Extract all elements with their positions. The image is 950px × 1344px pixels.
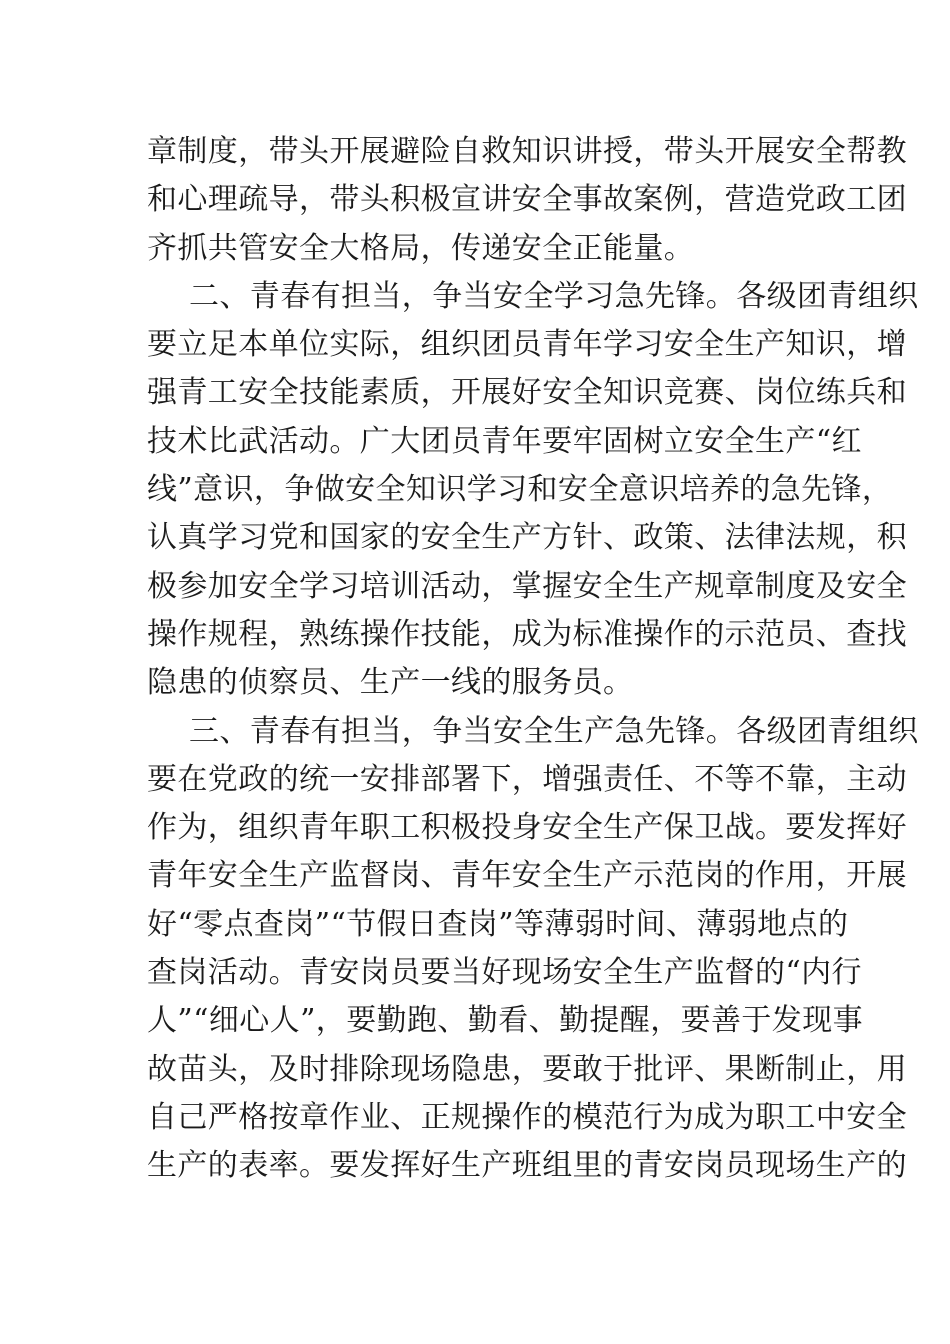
text-line: 要在党政的统一安排部署下，增强责任、不等不靠，主动 [147, 761, 907, 797]
document-body [147, 128, 919, 1191]
text-line: 作为，组织青年职工积极投身安全生产保卫战。要发挥好 [147, 810, 907, 846]
text-line: 技术比武活动。广大团员青年要牢固树立安全生产“红 [147, 423, 862, 459]
text-line: 章制度，带头开展避险自救知识讲授，带头开展安全帮教 [147, 134, 907, 169]
text-line: 隐患的侦察员、生产一线的服务员。 [147, 665, 634, 701]
text-line: 和心理疏导，带头积极宣讲安全事故案例，营造党政工团 [147, 182, 907, 218]
text-line: 齐抓共管安全大格局，传递安全正能量。 [147, 230, 695, 266]
text-line: 故苗头，及时排除现场隐患，要敢于批评、果断制止，用 [147, 1051, 907, 1087]
text-line: 操作规程，熟练操作技能，成为标准操作的示范员、查找 [147, 616, 907, 652]
text-line: 强青工安全技能素质，开展好安全知识竞赛、岗位练兵和 [147, 375, 907, 411]
text-line: 二、青春有担当，争当安全学习急先锋。各级团青组织 [189, 278, 919, 314]
text-line: 好“零点查岗”“节假日查岗”等薄弱时间、薄弱地点的 [147, 906, 849, 942]
text-line: 自己严格按章作业、正规操作的模范行为成为职工中安全 [147, 1099, 907, 1135]
text-line: 线”意识，争做安全知识学习和安全意识培养的急先锋， [147, 472, 893, 508]
text-line: 人”“细心人”，要勤跑、勤看、勤提醒，要善于发现事 [147, 1003, 864, 1039]
paragraph-continued [147, 128, 907, 273]
text-line: 生产的表率。要发挥好生产班组里的青安岗员现场生产的 [147, 1148, 907, 1184]
text-line: 查岗活动。青安岗员要当好现场安全生产监督的“内行 [147, 955, 862, 991]
paragraph-section-3 [147, 708, 919, 1191]
paragraph-section-2 [147, 273, 919, 708]
text-line: 认真学习党和国家的安全生产方针、政策、法律法规，积 [147, 520, 907, 556]
text-line: 要立足本单位实际，组织团员青年学习安全生产知识，增 [147, 327, 907, 363]
text-line: 三、青春有担当，争当安全生产急先锋。各级团青组织 [189, 713, 919, 749]
text-line: 极参加安全学习培训活动，掌握安全生产规章制度及安全 [147, 568, 907, 604]
text-line: 青年安全生产监督岗、青年安全生产示范岗的作用，开展 [147, 858, 907, 894]
